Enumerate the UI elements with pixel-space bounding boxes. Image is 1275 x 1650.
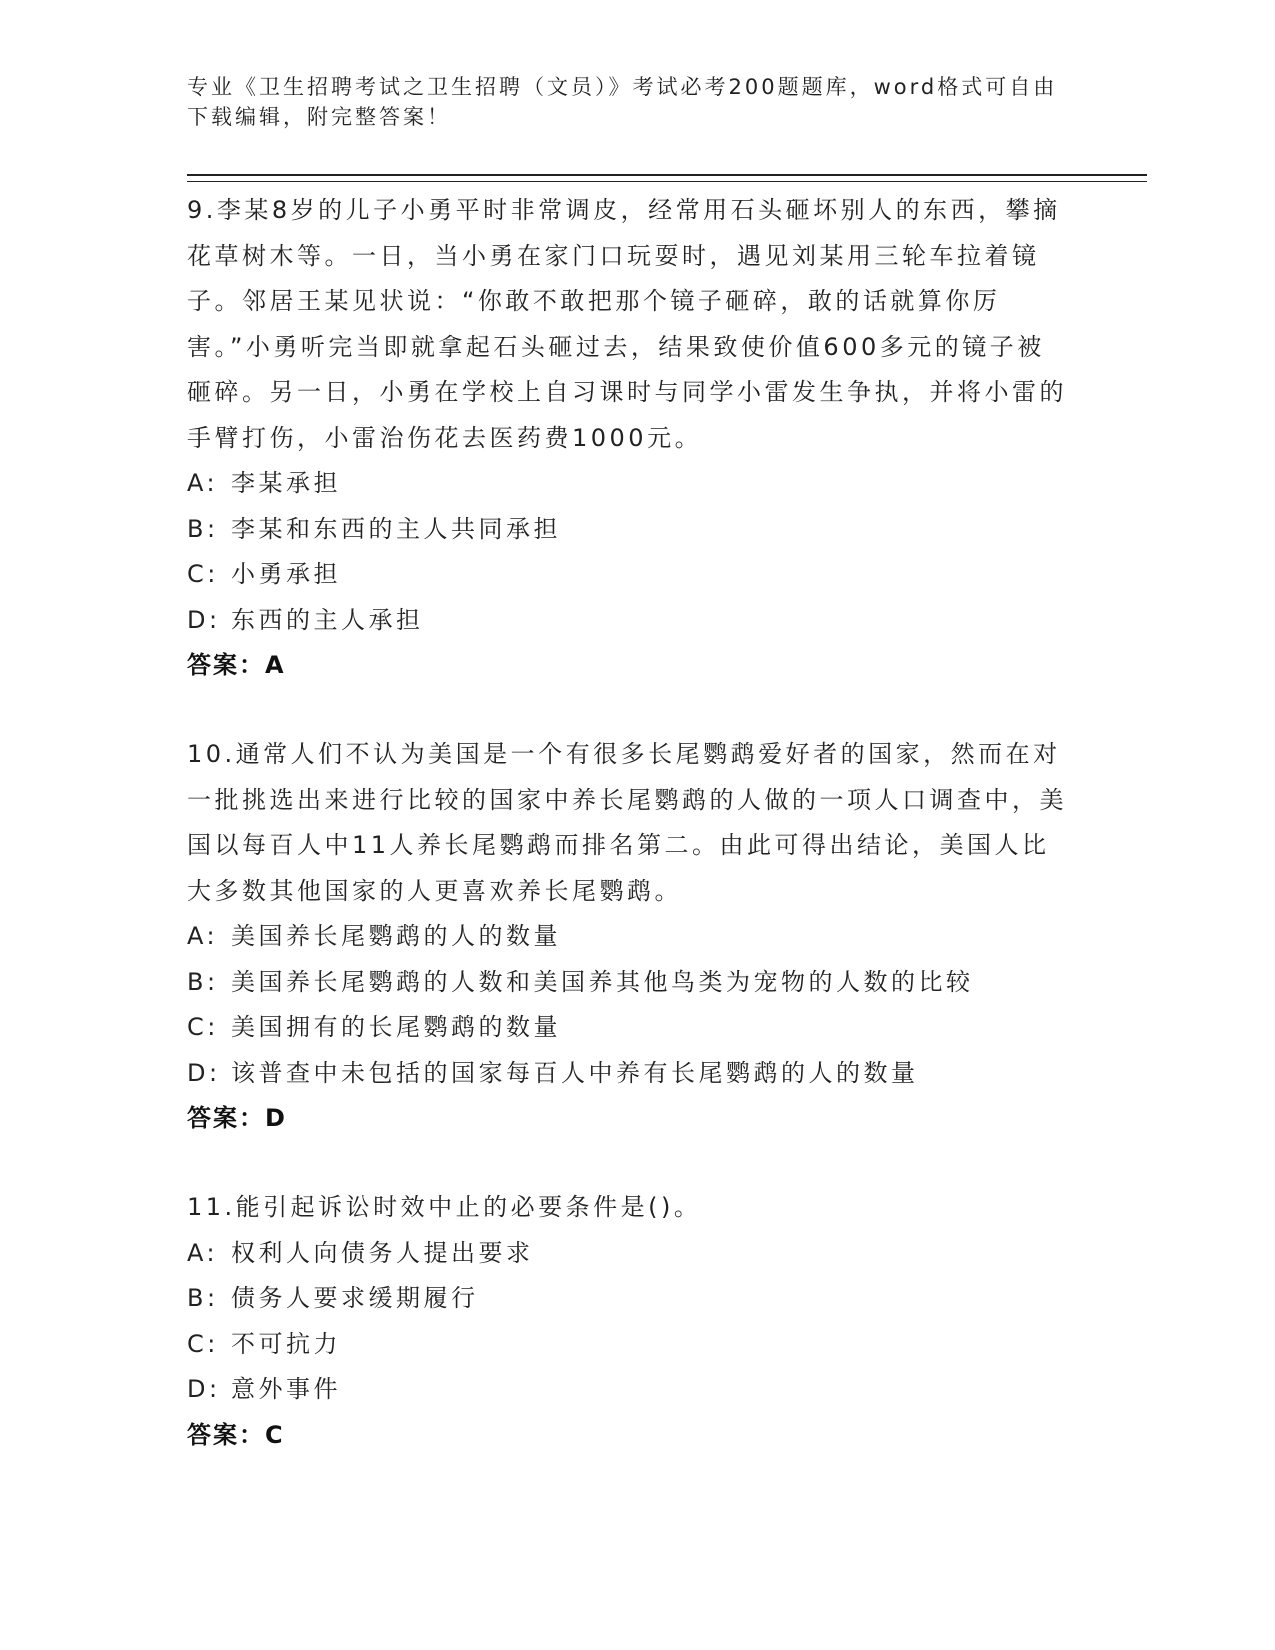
- question-stem: 9.李某8岁的儿子小勇平时非常调皮，经常用石头砸坏别人的东西，攀摘花草树木等。一日，当小勇在家门口玩耍时，遇见刘某用三轮车拉着镜子。邻居王某见状说：“你敢不敢把那个镜子砸碎，敢的话就算你厉害。”小勇听完当即就拿起石头砸过去，结果致使价值600多元的镜子被砸碎。另一日，小勇在学校上自习课时与同学小雷发生争执，并将小雷的手臂打伤，小雷治伤花去医药费1000元。: [187, 196, 1067, 452]
- option-key: D:: [187, 1058, 221, 1087]
- option-text: 意外事件: [231, 1375, 341, 1403]
- option-key: A:: [187, 922, 219, 950]
- question-stem: 10.通常人们不认为美国是一个有很多长尾鹦鹉爱好者的国家，然而在对一批挑选出来进行比较的国家中养长尾鹦鹉的人做的一项人口调查中，美国以每百人中11人养长尾鹦鹉而排名第二。由此可得出结论，美国人比大多数其他国家的人更喜欢养长尾鹦鹉。: [187, 740, 1067, 905]
- option-a: [187, 914, 1067, 960]
- question-9: [187, 188, 1067, 689]
- option-key: C:: [187, 560, 219, 588]
- option-key: A:: [187, 1238, 219, 1267]
- option-d: [187, 1367, 1067, 1413]
- option-text: 美国养长尾鹦鹉的人数和美国养其他鸟类为宠物的人数的比较: [231, 967, 974, 996]
- option-key: B:: [187, 967, 219, 996]
- option-text: 小勇承担: [231, 560, 341, 588]
- option-c: [187, 1005, 1067, 1051]
- option-c: [187, 1322, 1067, 1368]
- option-a: [187, 1231, 1067, 1277]
- option-key: B:: [187, 1284, 219, 1312]
- option-key: A:: [187, 469, 219, 497]
- header-divider-top: [187, 174, 1147, 176]
- option-key: C:: [187, 1013, 219, 1041]
- option-text: 东西的主人承担: [231, 605, 424, 634]
- option-text: 不可抗力: [231, 1329, 341, 1358]
- option-text: 李某承担: [231, 469, 341, 497]
- option-a: [187, 461, 1067, 507]
- answer-label: 答案：C: [187, 1420, 285, 1449]
- page-header: 专业《卫生招聘考试之卫生招聘（文员）》考试必考200题题库，word格式可自由下载编辑，附完整答案！: [187, 75, 1058, 129]
- option-b: [187, 960, 1067, 1006]
- option-b: [187, 507, 1067, 553]
- question-11: [187, 1185, 1067, 1458]
- option-d: [187, 598, 1067, 644]
- option-text: 美国拥有的长尾鹦鹉的数量: [231, 1013, 561, 1041]
- header-divider-bottom: [187, 181, 1147, 182]
- answer-label: 答案：D: [187, 1104, 287, 1132]
- option-key: D:: [187, 1375, 221, 1403]
- option-text: 权利人向债务人提出要求: [231, 1238, 534, 1267]
- option-text: 该普查中未包括的国家每百人中养有长尾鹦鹉的人的数量: [231, 1058, 919, 1087]
- option-text: 美国养长尾鹦鹉的人的数量: [231, 922, 561, 950]
- question-10: [187, 732, 1067, 1142]
- option-text: 债务人要求缓期履行: [231, 1284, 479, 1312]
- option-key: C:: [187, 1329, 219, 1358]
- question-stem: 11.能引起诉讼时效中止的必要条件是()。: [187, 1193, 702, 1221]
- option-key: D:: [187, 605, 221, 634]
- option-key: B:: [187, 514, 219, 543]
- option-d: [187, 1051, 1067, 1097]
- option-c: [187, 552, 1067, 598]
- option-text: 李某和东西的主人共同承担: [231, 514, 561, 543]
- option-b: [187, 1276, 1067, 1322]
- answer-label: 答案：A: [187, 651, 286, 679]
